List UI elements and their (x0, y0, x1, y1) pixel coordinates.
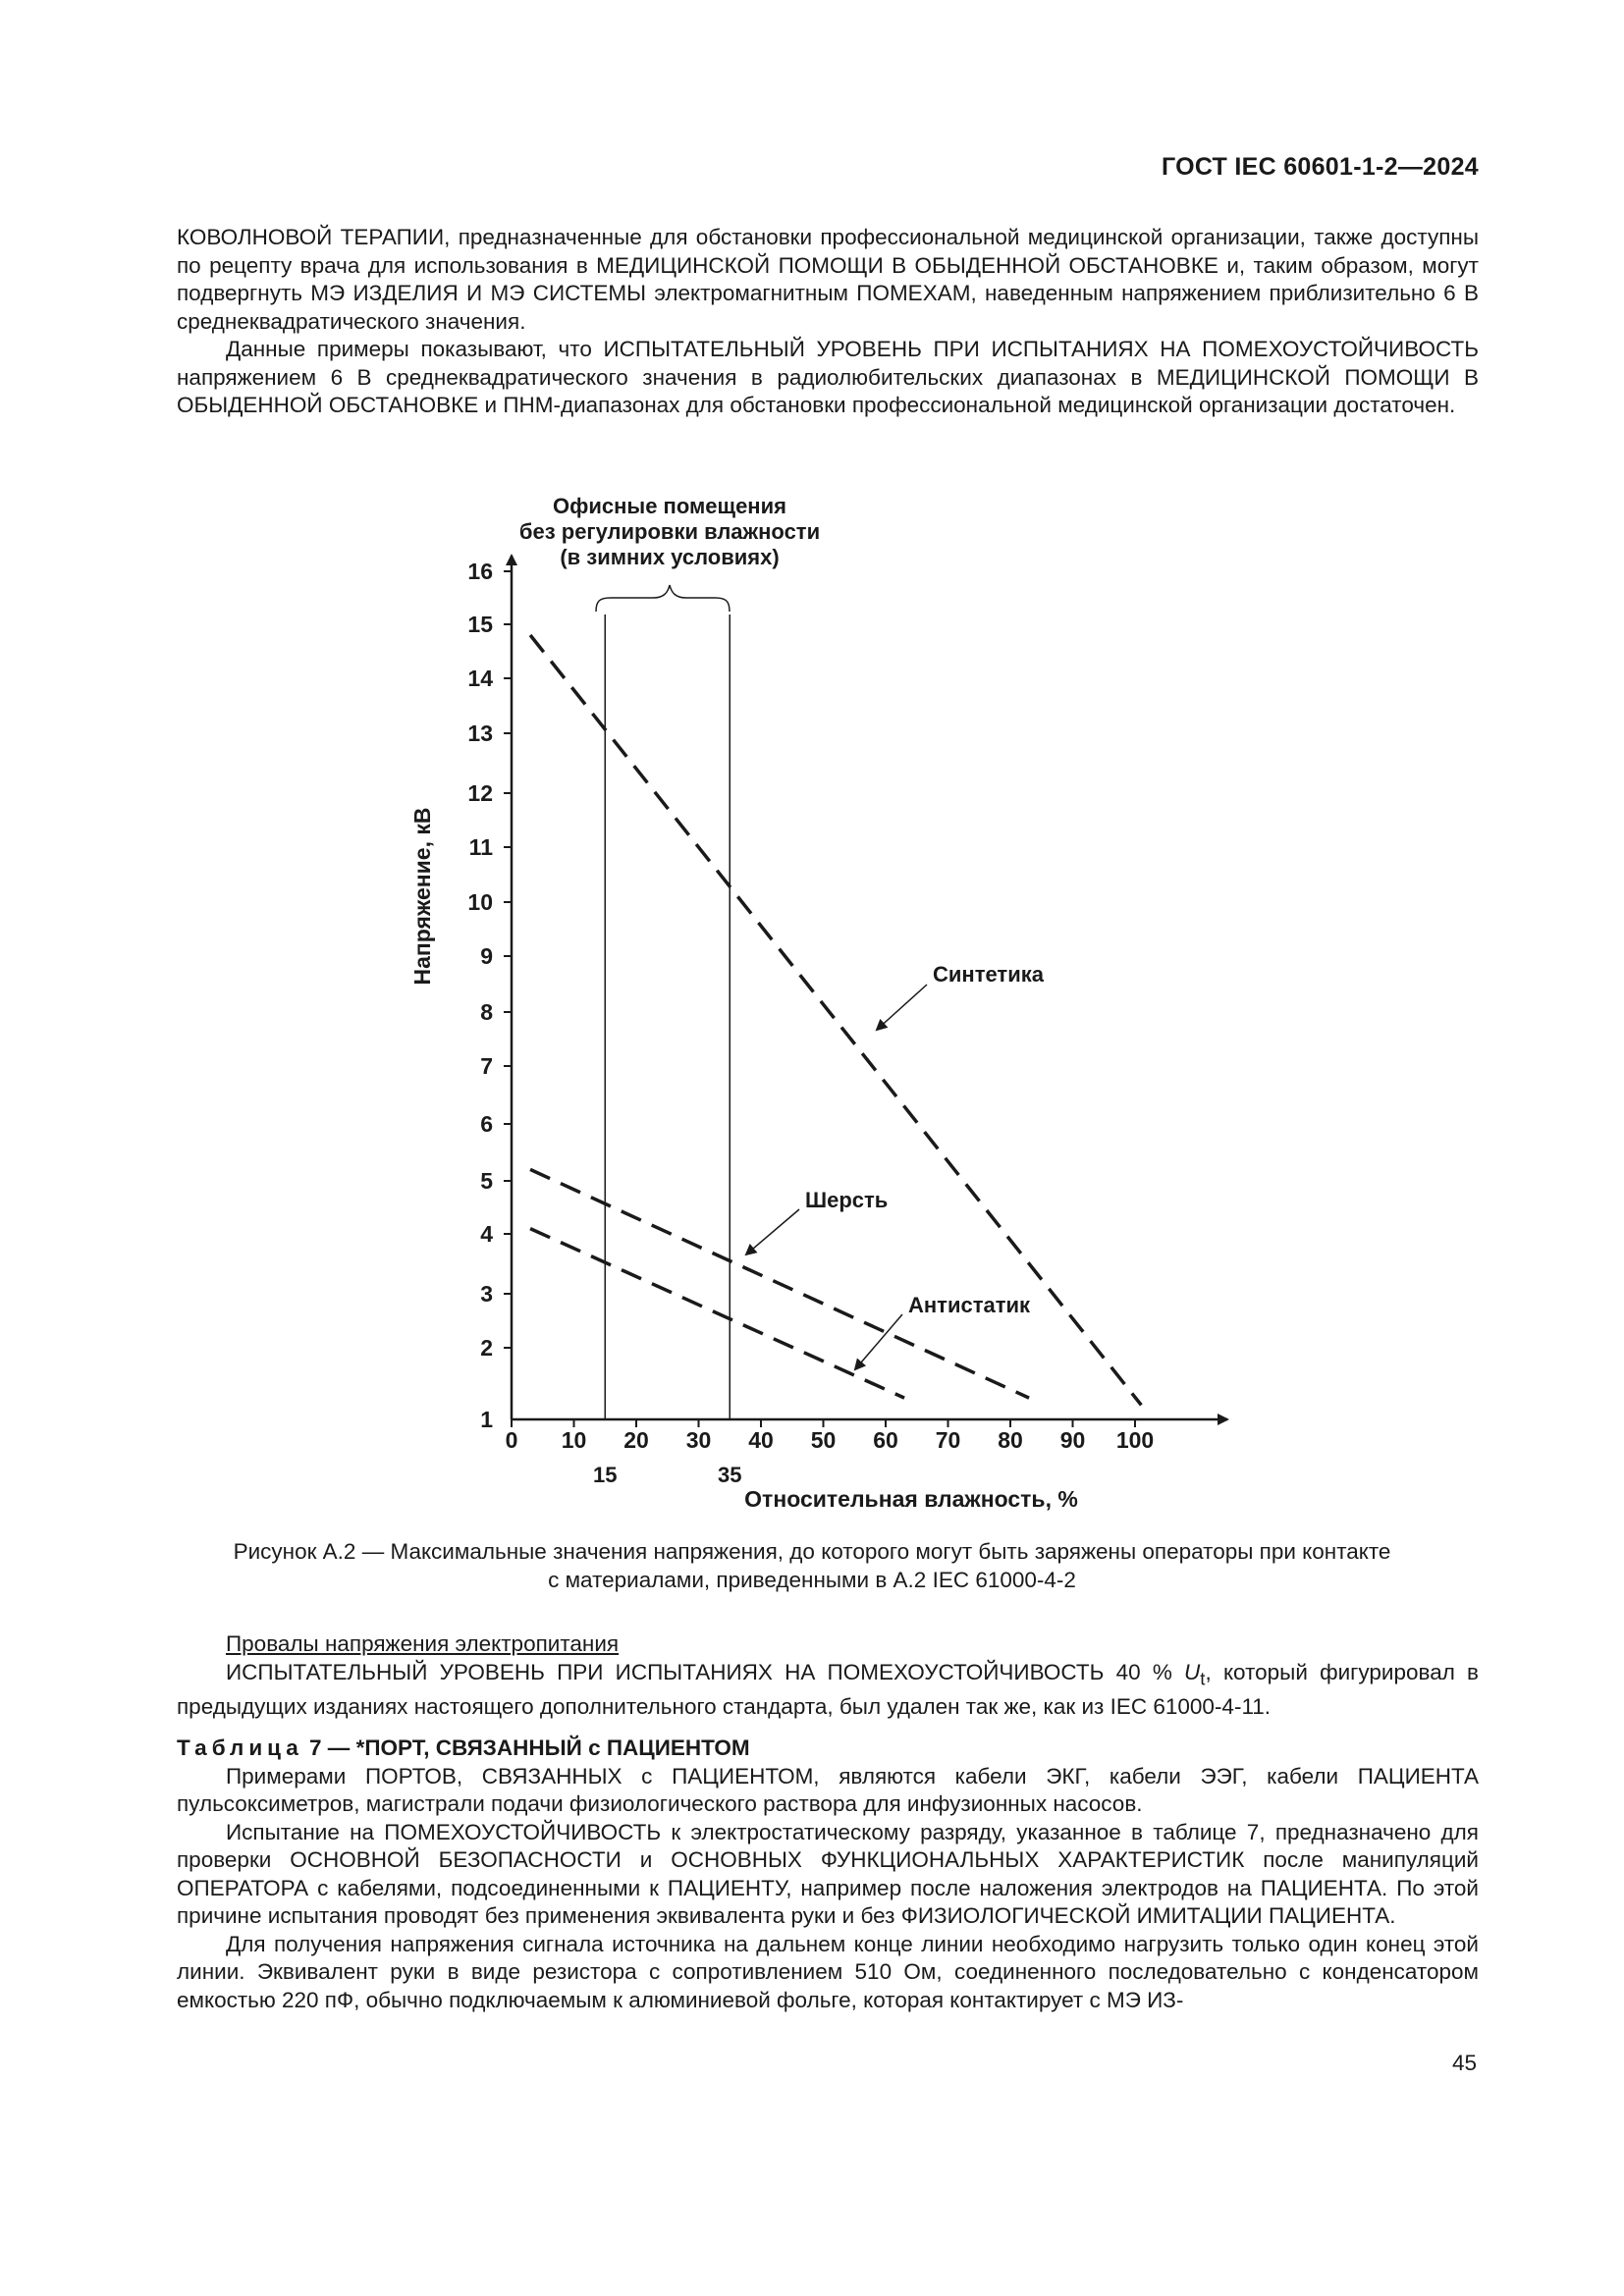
x-tick-label: 50 (810, 1427, 837, 1453)
x-tick-label: 80 (998, 1427, 1023, 1453)
series-1-label: Синтетика (933, 962, 1044, 987)
y-tick-label: 4 (480, 1221, 493, 1247)
x-tick-label: 20 (623, 1427, 649, 1453)
x-tick-label: 70 (935, 1427, 961, 1453)
x-tick-label: 30 (685, 1427, 712, 1453)
y-tick-label: 5 (480, 1168, 493, 1194)
y-tick-label: 16 (467, 559, 493, 584)
x-axis-label: Относительная влажность, % (744, 1486, 1078, 1512)
x-tick-label: 90 (1059, 1427, 1086, 1453)
y-tick-label: 6 (480, 1111, 493, 1137)
paragraph: Примерами ПОРТОВ, СВЯЗАННЫХ с ПАЦИЕНТОМ, являются кабели ЭКГ, кабели ЭЭГ, кабели ПАЦИЕНТА пульсоксиметров, магистрали подачи физиологического раствора для инфузионных насосов. (177, 1763, 1479, 1816)
series-2-pointer (746, 1209, 799, 1255)
x-tick-label: 10 (561, 1427, 587, 1453)
table-title (177, 1735, 1479, 1763)
chart-title-line: Офисные помещения (553, 494, 786, 518)
x-tick-label: 100 (1115, 1427, 1155, 1453)
paragraph (177, 1659, 1479, 1722)
y-tick-label: 10 (467, 889, 493, 915)
series-3-label: Антистатик (908, 1293, 1031, 1317)
marker-label-15: 15 (593, 1463, 618, 1487)
range-brace (596, 585, 730, 612)
paragraph: Испытание на ПОМЕХОУСТОЙЧИВОСТЬ к электростатическому разряду, указанное в таблице 7, предназначено для проверки ОСНОВНОЙ БЕЗОПАСНОСТИ и ОСНОВНЫХ ФУНКЦИОНАЛЬНЫХ ХАРАКТЕРИСТИК после манипуляций ОПЕРАТОРА с кабелями, подсоединенными к ПАЦИЕНТУ, например после наложения электродов на ПАЦИЕНТА. По этой причине испытания проводят без применения эквивалента руки и без ФИЗИОЛОГИЧЕСКОЙ ИМИТАЦИИ ПАЦИЕНТА. (177, 1819, 1479, 1928)
y-tick-label: 12 (467, 780, 493, 806)
y-tick-label: 11 (468, 834, 493, 860)
y-tick-label: 13 (467, 721, 493, 746)
y-tick-label: 8 (480, 999, 493, 1025)
voltage-symbol: U (1184, 1659, 1201, 1684)
table-title-text: 7 — *ПОРТ, СВЯЗАННЫЙ с ПАЦИЕНТОМ (309, 1735, 750, 1760)
y-tick-label: 2 (480, 1335, 493, 1361)
section-heading (177, 1630, 1479, 1659)
document-header: ГОСТ IEC 60601-1-2—2024 (1161, 153, 1479, 181)
chart-title-line: (в зимних условиях) (560, 545, 780, 569)
series-3-pointer (855, 1314, 902, 1369)
marker-label-35: 35 (718, 1463, 742, 1487)
series-2-label: Шерсть (805, 1188, 889, 1212)
y-tick-label: 3 (480, 1281, 493, 1307)
table-label: Таблица (177, 1735, 303, 1760)
y-tick-label: 15 (467, 612, 493, 637)
y-tick-label: 1 (480, 1407, 493, 1432)
caption-line: Рисунок А.2 — Максимальные значения напряжения, до которого могут быть заряжены операторы при контакте (233, 1539, 1391, 1564)
voltage-subscript: t (1200, 1668, 1206, 1688)
paragraph: КОВОЛНОВОЙ ТЕРАПИИ, предназначенные для обстановки профессиональной медицинской организации, также доступны по рецепту врача для использования в МЕДИЦИНСКОЙ ПОМОЩИ В ОБЫДЕННОЙ ОБСТАНОВКЕ и, таким образом, могут подвергнуть МЭ ИЗДЕЛИЯ И МЭ СИСТЕМЫ электромагнитным ПОМЕХАМ, наведенным напряжением приблизительно 6 В среднеквадратического значения. (177, 225, 1479, 334)
y-tick-label: 9 (480, 943, 493, 969)
x-tick-label: 0 (505, 1427, 518, 1453)
chart-title (519, 494, 820, 569)
lower-text (177, 1630, 1479, 2014)
text-fragment: ИСПЫТАТЕЛЬНЫЙ УРОВЕНЬ ПРИ ИСПЫТАНИЯХ НА ПОМЕХОУСТОЙЧИВОСТЬ 40 % (226, 1659, 1185, 1684)
y-tick-label: 14 (467, 666, 493, 691)
caption-line: с материалами, приведенными в А.2 IEC 61000-4-2 (548, 1567, 1076, 1592)
paragraph: Для получения напряжения сигнала источника на дальнем конце линии необходимо нагрузить только один конец этой линии. Эквивалент руки в виде резистора с сопротивлением 510 Ом, соединенного последовательно с конденсатором емкостью 220 пФ, обычно подключаемым к алюминиевой фольге, которая контактирует с МЭ ИЗ- (177, 1931, 1479, 2012)
text-fragment: , который фигурировал в предыдущих изданиях настоящего дополнительного стандарта, был удален так же, как из IEC 61000-4-11. (177, 1659, 1479, 1719)
x-tick-label: 40 (748, 1427, 774, 1453)
paragraph: Данные примеры показывают, что ИСПЫТАТЕЛЬНЫЙ УРОВЕНЬ ПРИ ИСПЫТАНИЯХ НА ПОМЕХОУСТОЙЧИВОСТЬ напряжением 6 В среднеквадратического значения в радиолюбительских диапазонах в МЕДИЦИНСКОЙ ПОМОЩИ В ОБЫДЕННОЙ ОБСТАНОВКЕ и ПНМ-диапазонах для обстановки профессиональной медицинской организации достаточен. (177, 337, 1479, 417)
x-tick-label: 60 (873, 1427, 898, 1453)
figure-caption (147, 1538, 1477, 1594)
y-tick-label: 7 (480, 1053, 493, 1079)
page-number: 45 (1451, 2051, 1477, 2075)
chart-title-line: без регулировки влажности (518, 519, 821, 544)
y-axis-label: Напряжение, кВ (409, 807, 435, 986)
series-1-pointer (877, 985, 927, 1030)
series-1-line (530, 635, 1141, 1405)
voltage-dips-heading: Провалы напряжения электропитания (226, 1631, 620, 1656)
